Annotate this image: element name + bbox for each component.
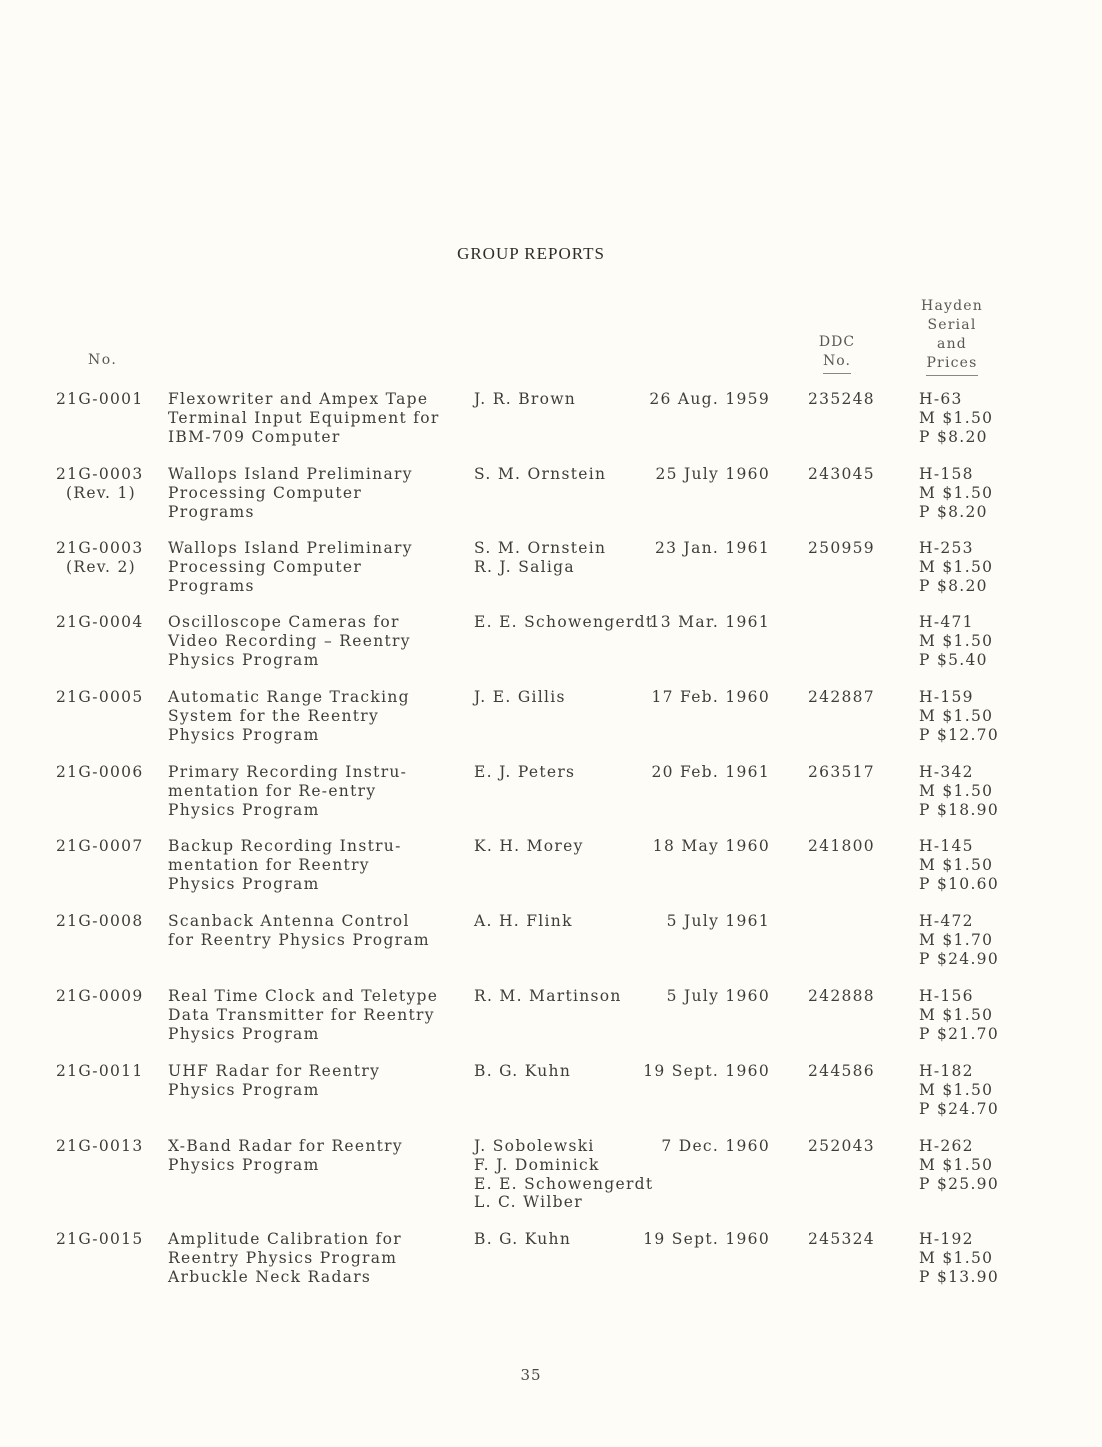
report-number	[56, 390, 156, 409]
ddc-number: 252043	[808, 1137, 875, 1155]
report-title-line: Physics Program	[168, 1024, 320, 1043]
hayden-prices-line: H-145	[919, 837, 974, 855]
ddc-number: 263517	[808, 763, 875, 781]
hayden-prices-line: H-63	[919, 390, 963, 408]
report-title-line: mentation for Re-entry	[168, 781, 377, 800]
hayden-prices-line: H-342	[919, 763, 974, 781]
hayden-prices	[919, 987, 1019, 1043]
hayden-prices-line: P $5.40	[919, 650, 988, 669]
report-number-line: 21G-0004	[56, 613, 144, 631]
hayden-prices	[919, 837, 1019, 893]
report-authors-line: A. H. Flink	[474, 912, 573, 930]
hayden-prices	[919, 465, 1019, 521]
header-ddc	[812, 333, 862, 374]
hayden-prices-line: M $1.50	[919, 1248, 994, 1267]
report-title-line: Programs	[168, 502, 255, 521]
report-title-line: mentation for Reentry	[168, 855, 370, 874]
report-authors-line: R. J. Saliga	[474, 557, 575, 576]
header-hayden	[914, 297, 990, 376]
report-authors-line: S. M. Ornstein	[474, 539, 607, 557]
report-authors-line: B. G. Kuhn	[474, 1230, 572, 1248]
report-number-line: 21G-0009	[56, 987, 144, 1005]
ddc-number: 244586	[808, 1062, 875, 1080]
ddc-number: 242887	[808, 688, 875, 706]
hayden-prices-line: P $8.20	[919, 502, 988, 521]
report-date: 13 Mar. 1961	[649, 613, 770, 631]
hayden-prices-line: M $1.50	[919, 855, 994, 874]
hayden-prices	[919, 912, 1019, 968]
report-authors-line: J. R. Brown	[474, 390, 577, 408]
hayden-prices-line: M $1.70	[919, 930, 994, 949]
hayden-prices	[919, 1137, 1019, 1193]
report-date: 25 July 1960	[655, 465, 770, 483]
report-date: 20 Feb. 1961	[651, 763, 770, 781]
hayden-prices-line: H-253	[919, 539, 974, 557]
hayden-prices-line: P $13.90	[919, 1267, 999, 1286]
report-number	[56, 613, 156, 632]
report-title-line: Amplitude Calibration for	[168, 1230, 402, 1248]
report-number	[56, 763, 156, 782]
report-title-line: Data Transmitter for Reentry	[168, 1005, 435, 1024]
hayden-prices-line: H-262	[919, 1137, 974, 1155]
hayden-prices-line: H-471	[919, 613, 974, 631]
report-title	[168, 539, 468, 595]
report-number-line: 21G-0015	[56, 1230, 144, 1248]
hayden-prices-line: H-159	[919, 688, 974, 706]
report-title-line: Real Time Clock and Teletype	[168, 987, 439, 1005]
report-number	[56, 465, 156, 503]
report-number-line: 21G-0011	[56, 1062, 144, 1080]
header-hayden-line: Hayden	[921, 298, 983, 314]
report-title-line: Processing Computer	[168, 557, 363, 576]
hayden-prices-line: M $1.50	[919, 408, 994, 427]
report-authors	[474, 1137, 654, 1212]
report-title-line: Terminal Input Equipment for	[168, 408, 440, 427]
hayden-prices-line: P $18.90	[919, 800, 999, 819]
report-authors-line: S. M. Ornstein	[474, 465, 607, 483]
report-title-line: Physics Program	[168, 800, 320, 819]
report-date: 7 Dec. 1960	[661, 1137, 770, 1155]
report-title-line: Physics Program	[168, 650, 320, 669]
report-title	[168, 390, 468, 446]
hayden-prices-line: M $1.50	[919, 1080, 994, 1099]
hayden-prices-line: H-192	[919, 1230, 974, 1248]
report-authors	[474, 539, 654, 577]
report-title	[168, 688, 468, 744]
report-title-line: Scanback Antenna Control	[168, 912, 410, 930]
report-number-line: (Rev. 2)	[66, 557, 136, 576]
report-title-line: Video Recording – Reentry	[168, 631, 411, 650]
report-authors-line: R. M. Martinson	[474, 987, 622, 1005]
hayden-prices-line: M $1.50	[919, 631, 994, 650]
report-number	[56, 688, 156, 707]
ddc-number: 242888	[808, 987, 875, 1005]
page-number: 35	[520, 1366, 542, 1384]
report-title	[168, 613, 468, 669]
hayden-prices-line: H-472	[919, 912, 974, 930]
hayden-prices-line: P $21.70	[919, 1024, 999, 1043]
ddc-number: 243045	[808, 465, 875, 483]
report-title-line: Backup Recording Instru-	[168, 837, 402, 855]
report-title	[168, 837, 468, 893]
report-number-line: 21G-0013	[56, 1137, 144, 1155]
header-hayden-line: Prices	[926, 354, 977, 376]
report-title-line: UHF Radar for Reentry	[168, 1062, 381, 1080]
report-authors	[474, 912, 654, 931]
report-authors-line: E. E. Schowengerdt	[474, 613, 654, 631]
report-number-line: 21G-0005	[56, 688, 144, 706]
hayden-prices-line: M $1.50	[919, 706, 994, 725]
hayden-prices	[919, 1062, 1019, 1118]
hayden-prices	[919, 390, 1019, 446]
report-date: 23 Jan. 1961	[655, 539, 770, 557]
report-title-line: Processing Computer	[168, 483, 363, 502]
report-authors-line: E. E. Schowengerdt	[474, 1174, 654, 1193]
report-authors-line: F. J. Dominick	[474, 1155, 600, 1174]
report-title-line: System for the Reentry	[168, 706, 380, 725]
report-title-line: Primary Recording Instru-	[168, 763, 408, 781]
report-number-line: 21G-0008	[56, 912, 144, 930]
report-authors-line: L. C. Wilber	[474, 1193, 583, 1212]
report-number	[56, 837, 156, 856]
ddc-number: 245324	[808, 1230, 875, 1248]
page-title: GROUP REPORTS	[457, 244, 605, 263]
report-title-line: Wallops Island Preliminary	[168, 465, 413, 483]
hayden-prices	[919, 539, 1019, 595]
hayden-prices-line: M $1.50	[919, 1005, 994, 1024]
report-number	[56, 1062, 156, 1081]
header-no: No.	[88, 352, 118, 368]
report-title-line: Reentry Physics Program	[168, 1248, 398, 1267]
report-title	[168, 912, 468, 950]
report-title-line: Automatic Range Tracking	[168, 688, 410, 706]
report-authors	[474, 688, 654, 707]
report-number-line: 21G-0007	[56, 837, 144, 855]
hayden-prices	[919, 1230, 1019, 1286]
report-number	[56, 539, 156, 577]
report-number-line: 21G-0001	[56, 390, 144, 408]
hayden-prices-line: H-182	[919, 1062, 974, 1080]
report-title-line: Programs	[168, 576, 255, 595]
report-number-line: 21G-0003	[56, 539, 144, 557]
report-number	[56, 1230, 156, 1249]
report-date: 5 July 1961	[666, 912, 770, 930]
report-date: 18 May 1960	[652, 837, 770, 855]
hayden-prices-line: P $8.20	[919, 576, 988, 595]
report-authors-line: E. J. Peters	[474, 763, 576, 781]
report-authors	[474, 465, 654, 484]
hayden-prices-line: P $24.90	[919, 949, 999, 968]
ddc-number: 250959	[808, 539, 875, 557]
hayden-prices-line: H-156	[919, 987, 974, 1005]
report-authors	[474, 763, 654, 782]
report-title	[168, 465, 468, 521]
ddc-number: 241800	[808, 837, 875, 855]
report-title	[168, 763, 468, 819]
report-title-line: Physics Program	[168, 1155, 320, 1174]
report-title-line: Arbuckle Neck Radars	[168, 1267, 372, 1286]
report-authors-line: J. E. Gillis	[474, 688, 566, 706]
report-title	[168, 1137, 468, 1175]
report-date: 17 Feb. 1960	[651, 688, 770, 706]
header-hayden-line: Serial	[927, 317, 977, 333]
report-title-line: Physics Program	[168, 1080, 320, 1099]
report-title	[168, 1062, 468, 1100]
report-authors	[474, 837, 654, 856]
report-number-line: 21G-0003	[56, 465, 144, 483]
report-number	[56, 912, 156, 931]
hayden-prices-line: P $10.60	[919, 874, 999, 893]
header-ddc-line: No.	[823, 352, 851, 374]
hayden-prices-line: P $12.70	[919, 725, 999, 744]
hayden-prices-line: M $1.50	[919, 483, 994, 502]
report-number-line: 21G-0006	[56, 763, 144, 781]
report-date: 19 Sept. 1960	[643, 1062, 770, 1080]
report-title-line: Flexowriter and Ampex Tape	[168, 390, 429, 408]
report-authors	[474, 1230, 654, 1249]
report-title-line: Physics Program	[168, 874, 320, 893]
hayden-prices-line: P $8.20	[919, 427, 988, 446]
hayden-prices-line: H-158	[919, 465, 974, 483]
report-authors-line: J. Sobolewski	[474, 1137, 595, 1155]
report-authors	[474, 987, 654, 1006]
report-authors-line: B. G. Kuhn	[474, 1062, 572, 1080]
report-authors	[474, 1062, 654, 1081]
report-date: 26 Aug. 1959	[649, 390, 770, 408]
report-title-line: for Reentry Physics Program	[168, 930, 430, 949]
report-date: 5 July 1960	[666, 987, 770, 1005]
hayden-prices-line: M $1.50	[919, 1155, 994, 1174]
hayden-prices-line: M $1.50	[919, 557, 994, 576]
hayden-prices-line: P $25.90	[919, 1174, 999, 1193]
report-number	[56, 987, 156, 1006]
ddc-number: 235248	[808, 390, 875, 408]
report-title-line: IBM-709 Computer	[168, 427, 341, 446]
report-title	[168, 1230, 468, 1286]
hayden-prices	[919, 763, 1019, 819]
report-title-line: Wallops Island Preliminary	[168, 539, 413, 557]
report-title-line: Physics Program	[168, 725, 320, 744]
header-ddc-line: DDC	[818, 334, 856, 350]
report-title-line: Oscilloscope Cameras for	[168, 613, 400, 631]
report-authors	[474, 390, 654, 409]
hayden-prices-line: M $1.50	[919, 781, 994, 800]
report-title-line: X-Band Radar for Reentry	[168, 1137, 403, 1155]
report-authors	[474, 613, 654, 632]
hayden-prices	[919, 688, 1019, 744]
report-authors-line: K. H. Morey	[474, 837, 584, 855]
hayden-prices	[919, 613, 1019, 669]
hayden-prices-line: P $24.70	[919, 1099, 999, 1118]
header-hayden-line: and	[937, 336, 967, 352]
report-number-line: (Rev. 1)	[66, 483, 136, 502]
report-title	[168, 987, 468, 1043]
report-date: 19 Sept. 1960	[643, 1230, 770, 1248]
report-number	[56, 1137, 156, 1156]
